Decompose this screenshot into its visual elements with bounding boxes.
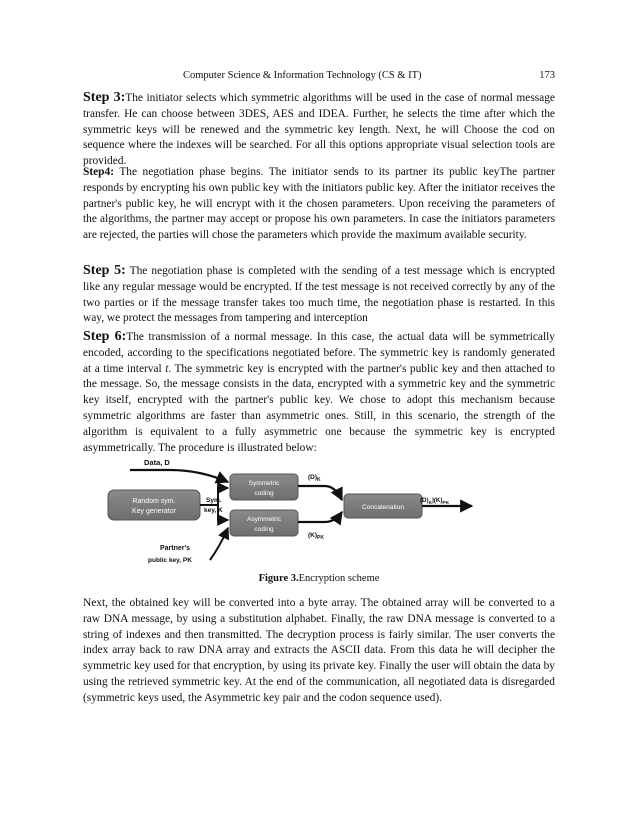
data-arrow <box>130 470 228 482</box>
step5-label: Step 5: <box>83 263 126 278</box>
random-key-generator-box <box>108 490 200 520</box>
step6-text-a: The transmission of a normal message. In this case, the actual data will be symmetrically encoded, according to the specifications negotiated before. The symmetric key is randomly generated at a time interval <box>83 331 555 375</box>
random-key-line1: Random sym. <box>132 498 176 505</box>
step6-text-b: . The symmetric key is encrypted with the partner's public key and then attached to the message. So, the message consists in the data, encrypted with a symmetric key and the symmetric key itself, encrypted with the partner's public key. We chose to adopt this mechanism because symmetric algorithms are faster than asymmetric ones. Still, in this scenario, the strength of the algorithm is equivalent to a fully asymmetric one because the symmetric key is encrypted asymmetrically. The procedure is illustrated below: <box>83 362 555 454</box>
kpk-arrow <box>298 512 342 522</box>
concatenation-label: Concatenation <box>362 504 404 511</box>
step5-text: The negotiation phase is completed with the sending of a test message which is encrypted like any regular message would be encrypted. If the test message is not received correctly by any of the two parties or if the message transfer takes too much time, the negotiation phase is restarted. In this way, we protect the messages from tampering and interception <box>83 265 555 325</box>
sym-key-line1: Sym. <box>206 497 222 504</box>
random-key-line2: Key generator <box>132 508 176 515</box>
dk-label: $(D)_K$ <box>308 474 321 483</box>
figure-caption <box>0 573 638 584</box>
paragraph-closing: Next, the obtained key will be converted into a byte array. The obtained array will be converted to a raw DNA message, by using a substitution alphabet. Finally, the raw DNA message is converted to a string of indexes and then transmitted. The decryption process is fairly similar. The user converts the index array back to raw DNA array and extracts the ASCII data. From this data he will decipher the symmetric key used for that encryption, by using its private key. Finally the user will obtain the data by using the retrieved symmetric key. At the end of the communication, all negotiated data is disregarded (symmetric keys used, the Asymmetric key pair and the codon sequence used). <box>83 597 555 704</box>
paragraph-step3 <box>83 90 555 170</box>
kpk-label: $(K)_{PK}$ <box>308 532 324 541</box>
dk-arrow <box>298 486 342 500</box>
caption-label: Figure 3. <box>258 573 299 584</box>
running-title: Computer Science & Information Technology (CS & IT) <box>183 70 422 81</box>
sym-key-line2: key, K <box>204 507 223 514</box>
paragraph-step5 <box>83 263 555 327</box>
step3-text: The initiator selects which symmetric algorithms will be used in the case of normal message transfer. He can choose between 3DES, AES and IDEA. Further, he selects the time after which the symmetric keys will be renewed and the symmetric key length. Next, he will Choose the cod on sequence where the indexes will be searched. For all this options appropriate visual selection tools are provided. <box>83 92 555 168</box>
asym-coding-line2: coding <box>254 526 274 533</box>
partner-line2: public key, PK <box>148 557 192 564</box>
step6-label: Step 6: <box>83 329 127 344</box>
paragraph-step4 <box>83 165 555 244</box>
sym-coding-line2: coding <box>254 490 274 497</box>
step3-label: Step 3: <box>83 90 126 105</box>
paragraph-step6 <box>83 329 555 456</box>
data-d-label: Data, D <box>144 458 170 467</box>
output-label: $(D)_K|(K)_{PK}$ <box>420 497 450 506</box>
page-number: 173 <box>539 70 555 81</box>
step4-label: Step4: <box>83 166 115 178</box>
step4-text: The negotiation phase begins. The initiator sends to its partner its public keyThe partner responds by encrypting his own public key with the initiators public key. After the initiator receives the partner's public key, he will encrypt with it the chosen parameters. Upon receiving the parameters of the algorithms, the partner may accept or propose his own parameters. In case the initiators parameters are rejected, the parties will chose the parameters which provide the maximum available security. <box>83 166 555 242</box>
asym-coding-line1: Asymmetric <box>247 516 281 523</box>
partner-line1: Partner's <box>160 545 191 552</box>
step6-t: t <box>165 362 169 375</box>
caption-text: Encryption scheme <box>298 573 380 584</box>
encryption-scheme-diagram <box>100 450 480 570</box>
sym-coding-line1: Symmetric <box>248 480 280 487</box>
partner-key-arrow <box>210 528 228 560</box>
